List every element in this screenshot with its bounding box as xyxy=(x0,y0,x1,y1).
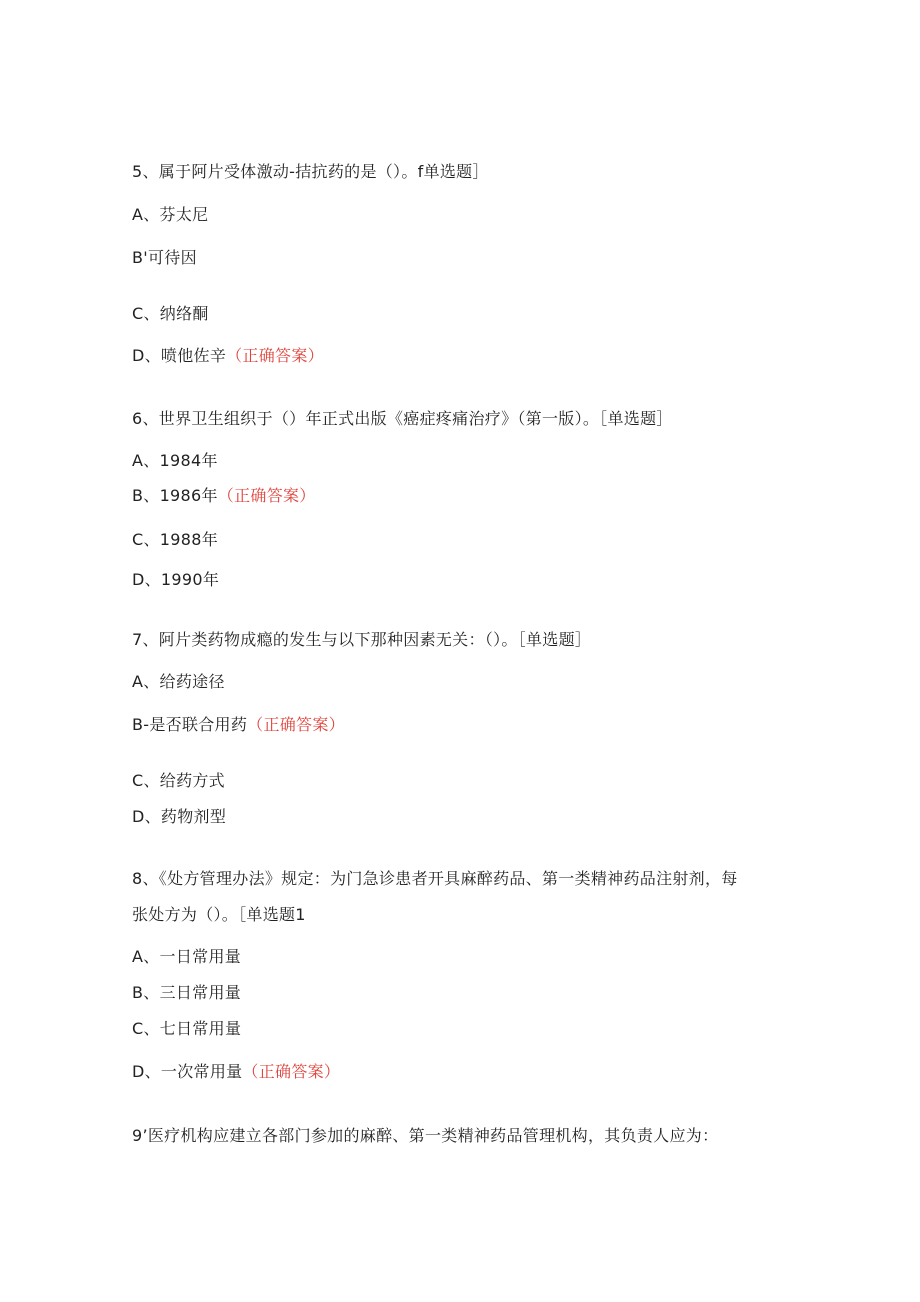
question-8-stem-continued: 张处方为（）。［单选题1 xyxy=(132,905,306,924)
option-text: C、1988年 xyxy=(132,530,218,549)
option-text: A、1984年 xyxy=(132,451,218,470)
option-text: C、纳络酮 xyxy=(132,304,209,323)
question-5-option-d[interactable] xyxy=(132,346,324,366)
option-text: C、给药方式 xyxy=(132,771,225,790)
option-text: A、一日常用量 xyxy=(132,947,242,966)
option-text: C、七日常用量 xyxy=(132,1019,242,1038)
question-6-stem: 6、世界卫生组织于（）年正式出版《癌症疼痛治疗》（第一版）。［单选题］ xyxy=(132,409,673,428)
question-7-option-d[interactable] xyxy=(132,807,226,827)
correct-answer-mark: （正确答案） xyxy=(217,486,316,505)
option-text: B-是否联合用药 xyxy=(132,715,248,734)
question-5-option-c[interactable] xyxy=(132,304,209,324)
option-text: B'可待因 xyxy=(132,248,197,267)
question-5-stem: 5、属于阿片受体激动-拮抗药的是（）。f单选题］ xyxy=(132,162,489,181)
question-7-option-c[interactable] xyxy=(132,771,225,791)
option-text: B、1986年 xyxy=(132,486,218,505)
option-text: D、药物剂型 xyxy=(132,807,227,826)
question-5-option-a[interactable] xyxy=(132,205,208,225)
question-7-option-b[interactable] xyxy=(132,715,345,735)
question-8-stem: 8、《处方管理办法》规定：为门急诊患者开具麻醉药品、第一类精神药品注射剂，每 xyxy=(132,869,738,888)
question-8-option-b[interactable] xyxy=(132,983,241,1003)
correct-answer-mark: （正确答案） xyxy=(226,346,324,365)
correct-answer-mark: （正确答案） xyxy=(247,715,345,734)
question-6-option-a[interactable] xyxy=(132,451,218,471)
question-8-option-a[interactable] xyxy=(132,947,241,967)
option-text: D、喷他佐辛 xyxy=(132,346,227,365)
question-7-stem: 7、阿片类药物成瘾的发生与以下那种因素无关：（）。［单选题］ xyxy=(132,630,592,649)
question-8-option-c[interactable] xyxy=(132,1019,241,1039)
correct-answer-mark: （正确答案） xyxy=(242,1062,341,1081)
option-text: B、三日常用量 xyxy=(132,983,242,1002)
option-text: A、给药途径 xyxy=(132,672,225,691)
question-7-option-a[interactable] xyxy=(132,672,225,692)
question-9-stem: 9’医疗机构应建立各部门参加的麻醉、第一类精神药品管理机构，其负责人应为： xyxy=(132,1126,719,1145)
option-text: D、1990年 xyxy=(132,570,220,589)
option-text: A、芬太尼 xyxy=(132,205,209,224)
question-8-option-d[interactable] xyxy=(132,1062,340,1082)
option-text: D、一次常用量 xyxy=(132,1062,243,1081)
question-5-option-b[interactable] xyxy=(132,248,197,268)
question-6-option-d[interactable] xyxy=(132,570,219,590)
question-6-option-c[interactable] xyxy=(132,530,218,550)
question-6-option-b[interactable] xyxy=(132,486,316,506)
